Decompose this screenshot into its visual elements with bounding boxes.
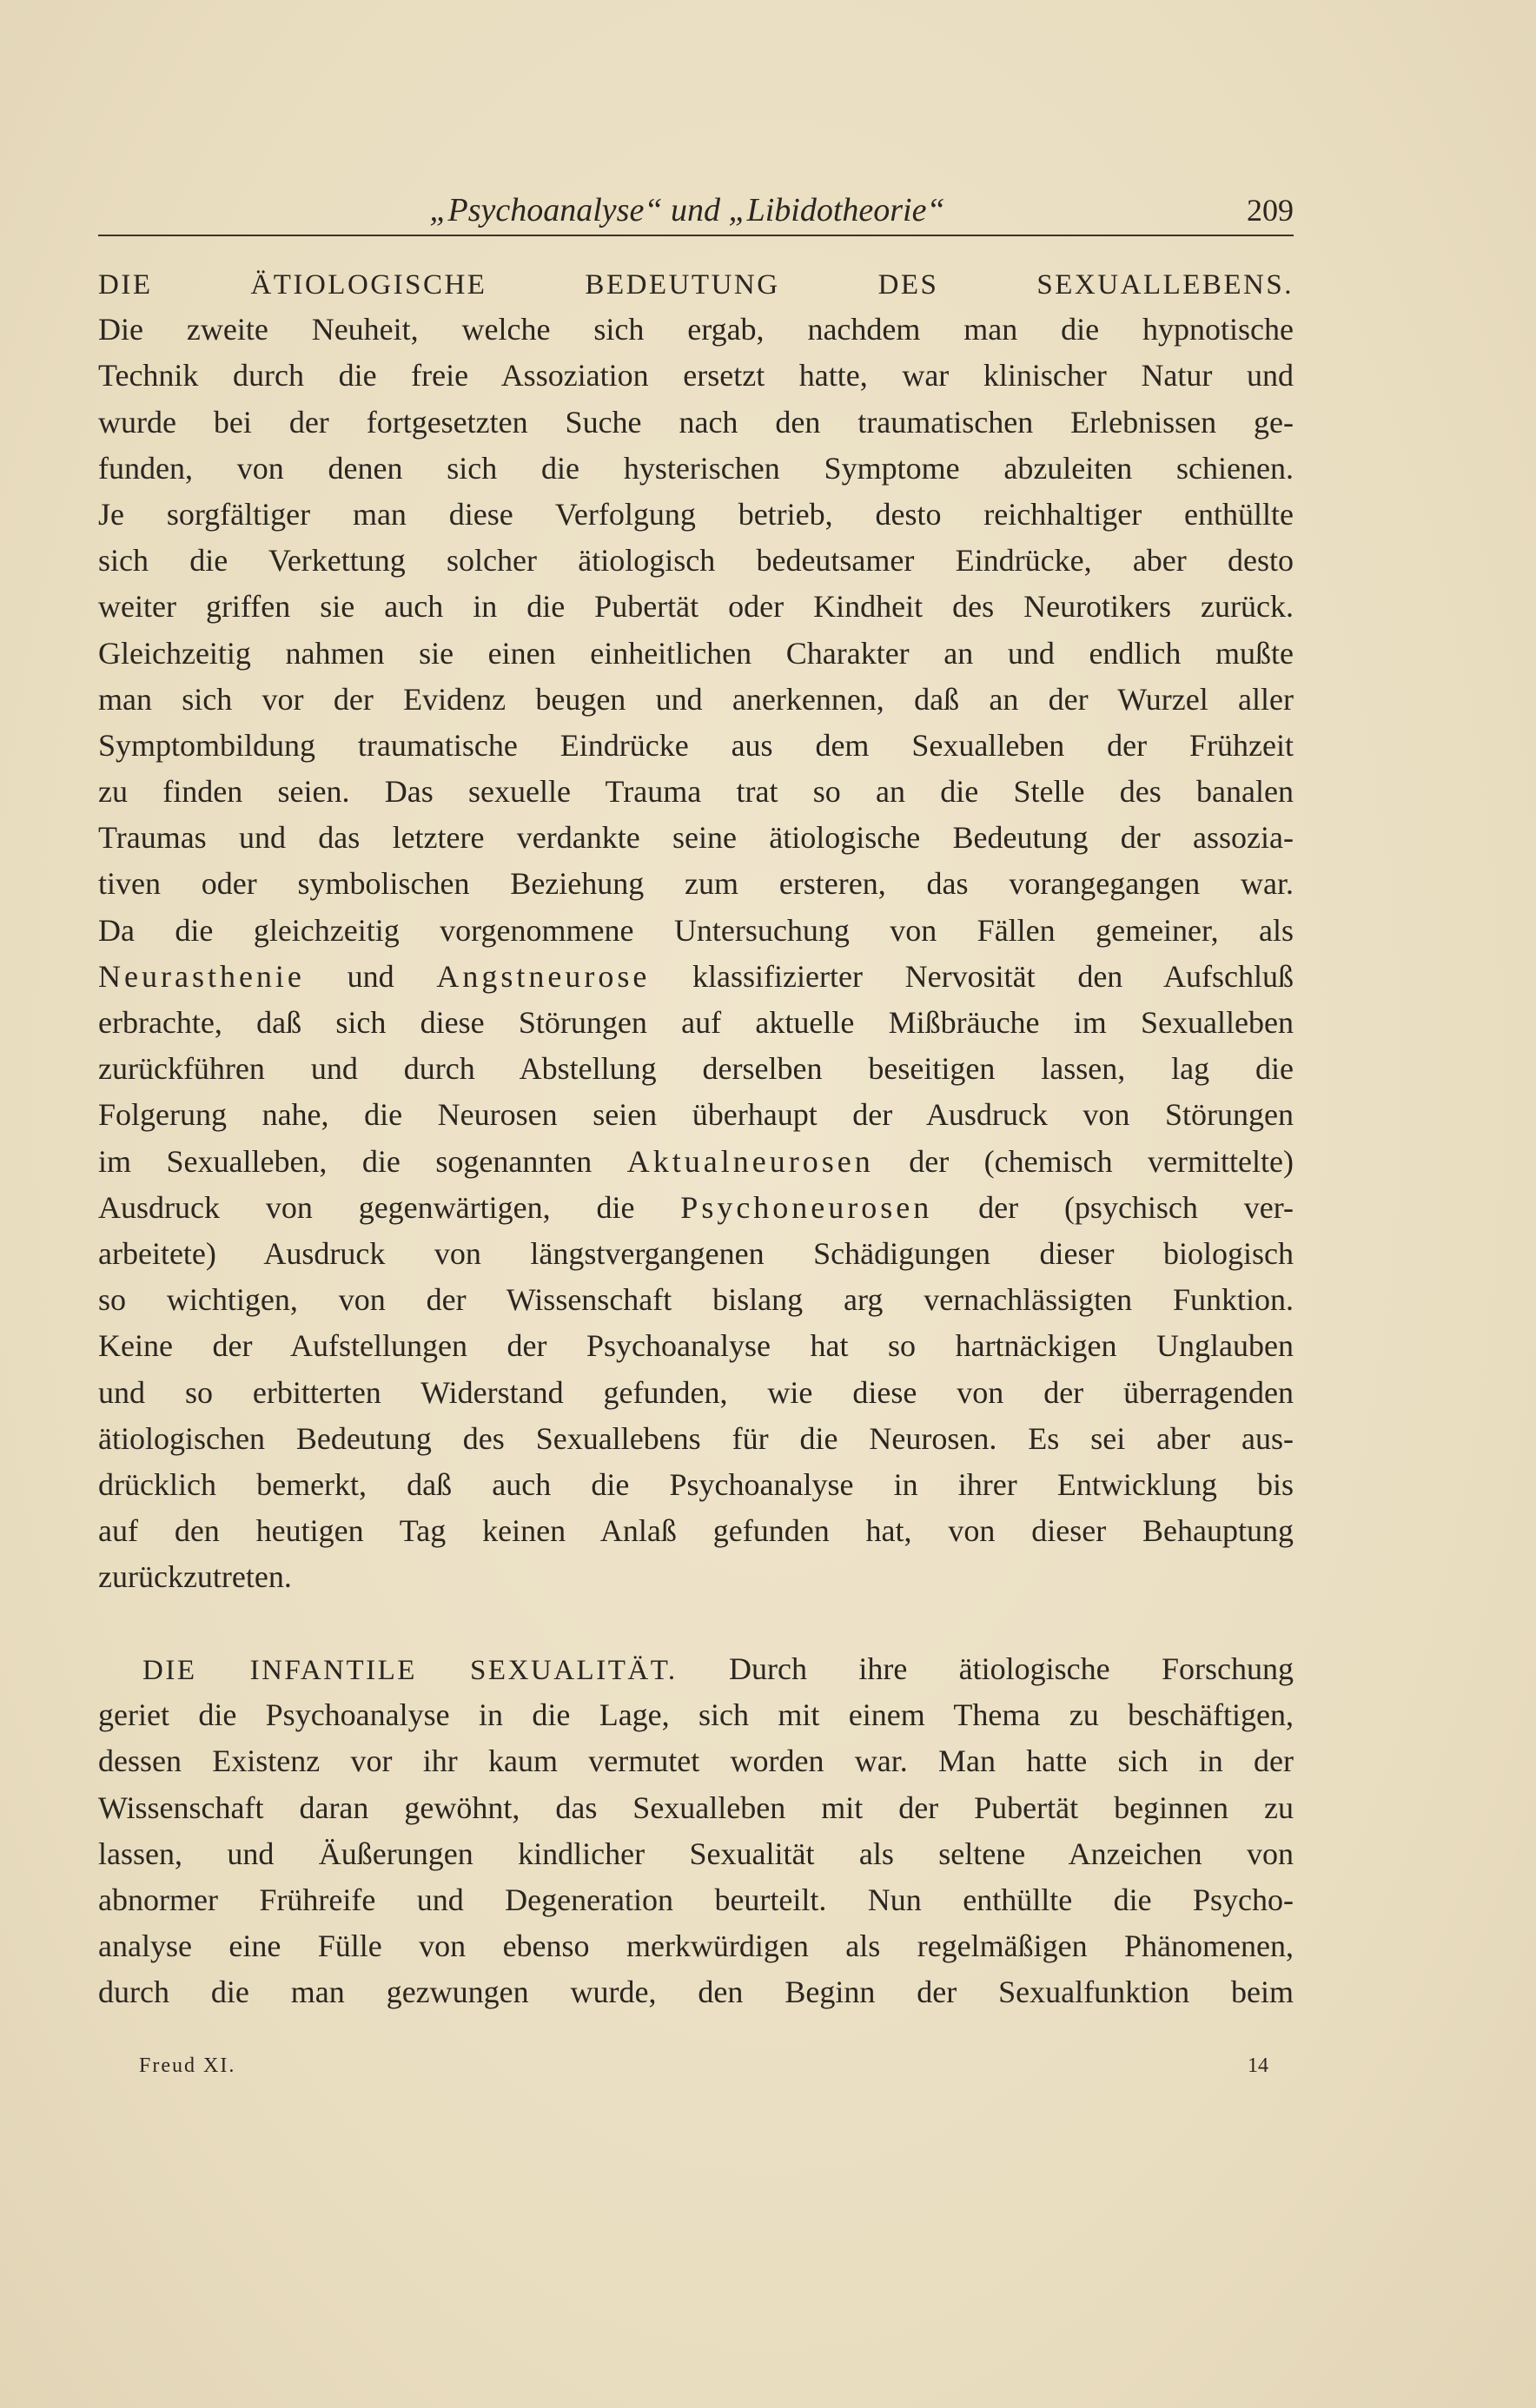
running-head [98, 189, 1294, 231]
text-run: Durch ihre ätiologische Forschung [677, 1651, 1294, 1686]
section-heading: DIE ÄTIOLOGISCHE BEDEUTUNG DES SEXUALLEBENS. [98, 269, 1294, 301]
emphasized-term: Psychoneurosen [680, 1189, 933, 1225]
text-line [98, 1692, 1294, 1738]
text-run: dessen Existenz vor ihr kaum vermutet worden war. Man hatte sich in der [98, 1743, 1294, 1779]
emphasized-term: Angstneurose [436, 958, 651, 994]
text-run: man sich vor der Evidenz beugen und anerkennen, daß an der Wurzel aller [98, 681, 1294, 717]
text-line [98, 1923, 1294, 1969]
text-line [98, 908, 1294, 954]
text-line [98, 353, 1294, 399]
text-run: weiter griffen sie auch in die Pubertät oder Kindheit des Neurotikers zurück. [98, 589, 1294, 625]
text-line [98, 1969, 1294, 2015]
text-line [98, 1554, 1294, 1600]
text-run: Da die gleichzeitig vorgenommene Untersuchung von Fällen gemeiner, als [98, 912, 1294, 948]
section-heading: DIE INFANTILE SEXUALITÄT. [142, 1655, 678, 1686]
sheet-number: 14 [1248, 2054, 1268, 2077]
text-line [98, 631, 1294, 677]
text-run: im Sexualleben, die sogenannten [98, 1143, 627, 1179]
page-number: 209 [1247, 193, 1294, 228]
section-infantile-sexuality [98, 1646, 1294, 2016]
text-run: und so erbitterten Widerstand gefunden, wie diese von der überragenden [98, 1374, 1294, 1410]
text-run: Je sorgfältiger man diese Verfolgung betrieb, desto reichhaltiger enthüllte [98, 496, 1294, 532]
emphasized-term: Aktualneurosen [626, 1143, 874, 1179]
text-line [98, 538, 1294, 584]
text-run: so wichtigen, von der Wissenschaft bislang arg vernachlässigten Funktion. [98, 1282, 1294, 1318]
text-line [98, 400, 1294, 446]
text-line [98, 1738, 1294, 1784]
page-footer [139, 2048, 1268, 2083]
text-line [98, 584, 1294, 630]
text-run: zurückzutreten. [98, 1559, 292, 1595]
text-run: zu finden seien. Das sexuelle Trauma trat so an die Stelle des banalen [98, 774, 1294, 810]
text-run: Symptombildung traumatische Eindrücke aus dem Sexualleben der Frühzeit [98, 727, 1294, 763]
text-run: tiven oder symbolischen Beziehung zum ersteren, das vorangegangen war. [98, 866, 1294, 902]
text-run: abnormer Frühreife und Degeneration beurteilt. Nun enthüllte die Psycho- [98, 1882, 1294, 1917]
text-run: der (chemisch vermittelte) [873, 1143, 1294, 1179]
text-line [98, 1000, 1294, 1046]
text-line [98, 446, 1294, 492]
text-line [98, 492, 1294, 538]
text-line [98, 1092, 1294, 1138]
text-run: klassifizierter Nervosität den Aufschluß [650, 958, 1294, 994]
text-line [98, 1416, 1294, 1462]
signature-mark: Freud XI. [139, 2054, 236, 2077]
text-line [98, 1462, 1294, 1508]
text-run: wurde bei der fortgesetzten Suche nach den traumatischen Erlebnissen ge- [98, 404, 1294, 440]
text-run: Keine der Aufstellungen der Psychoanalyse hat so hartnäckigen Unglauben [98, 1328, 1294, 1364]
text-line [98, 1508, 1294, 1554]
text-run: der (psychisch ver- [932, 1189, 1294, 1225]
text-run: sich die Verkettung solcher ätiologisch bedeutsamer Eindrücke, aber desto [98, 543, 1294, 579]
text-line [98, 1231, 1294, 1277]
text-run: Traumas und das letztere verdankte seine ätiologische Bedeutung der assozia- [98, 820, 1294, 856]
text-run: drücklich bemerkt, daß auch die Psychoanalyse in ihrer Entwicklung bis [98, 1466, 1294, 1502]
text-run: Die zweite Neuheit, welche sich ergab, nachdem man die hypnotische [98, 312, 1294, 347]
text-line [98, 677, 1294, 723]
text-run: funden, von denen sich die hysterischen Symptome abzuleiten schienen. [98, 450, 1294, 486]
text-line [98, 1646, 1294, 1692]
text-line [98, 1323, 1294, 1369]
text-line [98, 954, 1294, 1000]
text-run: Gleichzeitig nahmen sie einen einheitlichen Charakter an und endlich mußte [98, 635, 1294, 671]
text-run: Technik durch die freie Assoziation ersetzt hatte, war klinischer Natur und [98, 358, 1294, 394]
text-run: geriet die Psychoanalyse in die Lage, sich mit einem Thema zu beschäftigen, [98, 1697, 1294, 1733]
text-line [98, 861, 1294, 907]
text-line [98, 1046, 1294, 1092]
text-run: Wissenschaft daran gewöhnt, das Sexualleben mit der Pubertät beginnen zu [98, 1789, 1294, 1825]
text-line [98, 1277, 1294, 1323]
emphasized-term: Neurasthenie [98, 958, 305, 994]
running-title: „Psychoanalyse“ und „Libidotheorie“ [429, 192, 945, 228]
text-run: zurückführen und durch Abstellung derselben beseitigen lassen, lag die [98, 1051, 1294, 1087]
text-line [98, 1370, 1294, 1416]
text-line [98, 1877, 1294, 1923]
text-run: auf den heutigen Tag keinen Anlaß gefunden hat, von dieser Behauptung [98, 1513, 1294, 1549]
text-run: ätiologischen Bedeutung des Sexuallebens für die Neurosen. Es sei aber aus- [98, 1420, 1294, 1456]
text-run: durch die man gezwungen wurde, den Beginn der Sexualfunktion beim [98, 1975, 1294, 2010]
text-line [98, 307, 1294, 353]
text-run: erbrachte, daß sich diese Störungen auf aktuelle Mißbräuche im Sexualleben [98, 1005, 1294, 1040]
text-line [98, 1185, 1294, 1231]
text-line [98, 1785, 1294, 1831]
text-line [98, 1139, 1294, 1185]
text-line [98, 261, 1294, 307]
text-line [98, 769, 1294, 815]
header-rule [98, 235, 1294, 236]
text-run: arbeitete) Ausdruck von längstvergangenen Schädigungen dieser biologisch [98, 1235, 1294, 1271]
text-run: und [304, 958, 437, 994]
text-line [98, 723, 1294, 769]
text-run: lassen, und Äußerungen kindlicher Sexualität als seltene Anzeichen von [98, 1836, 1294, 1871]
text-run: Ausdruck von gegenwärtigen, die [98, 1189, 681, 1225]
text-line [98, 815, 1294, 861]
text-line [98, 1831, 1294, 1877]
text-run: Folgerung nahe, die Neurosen seien überhaupt der Ausdruck von Störungen [98, 1097, 1294, 1133]
text-run: analyse eine Fülle von ebenso merkwürdigen als regelmäßigen Phänomenen, [98, 1928, 1294, 1964]
section-etiological-significance [98, 261, 1294, 1600]
